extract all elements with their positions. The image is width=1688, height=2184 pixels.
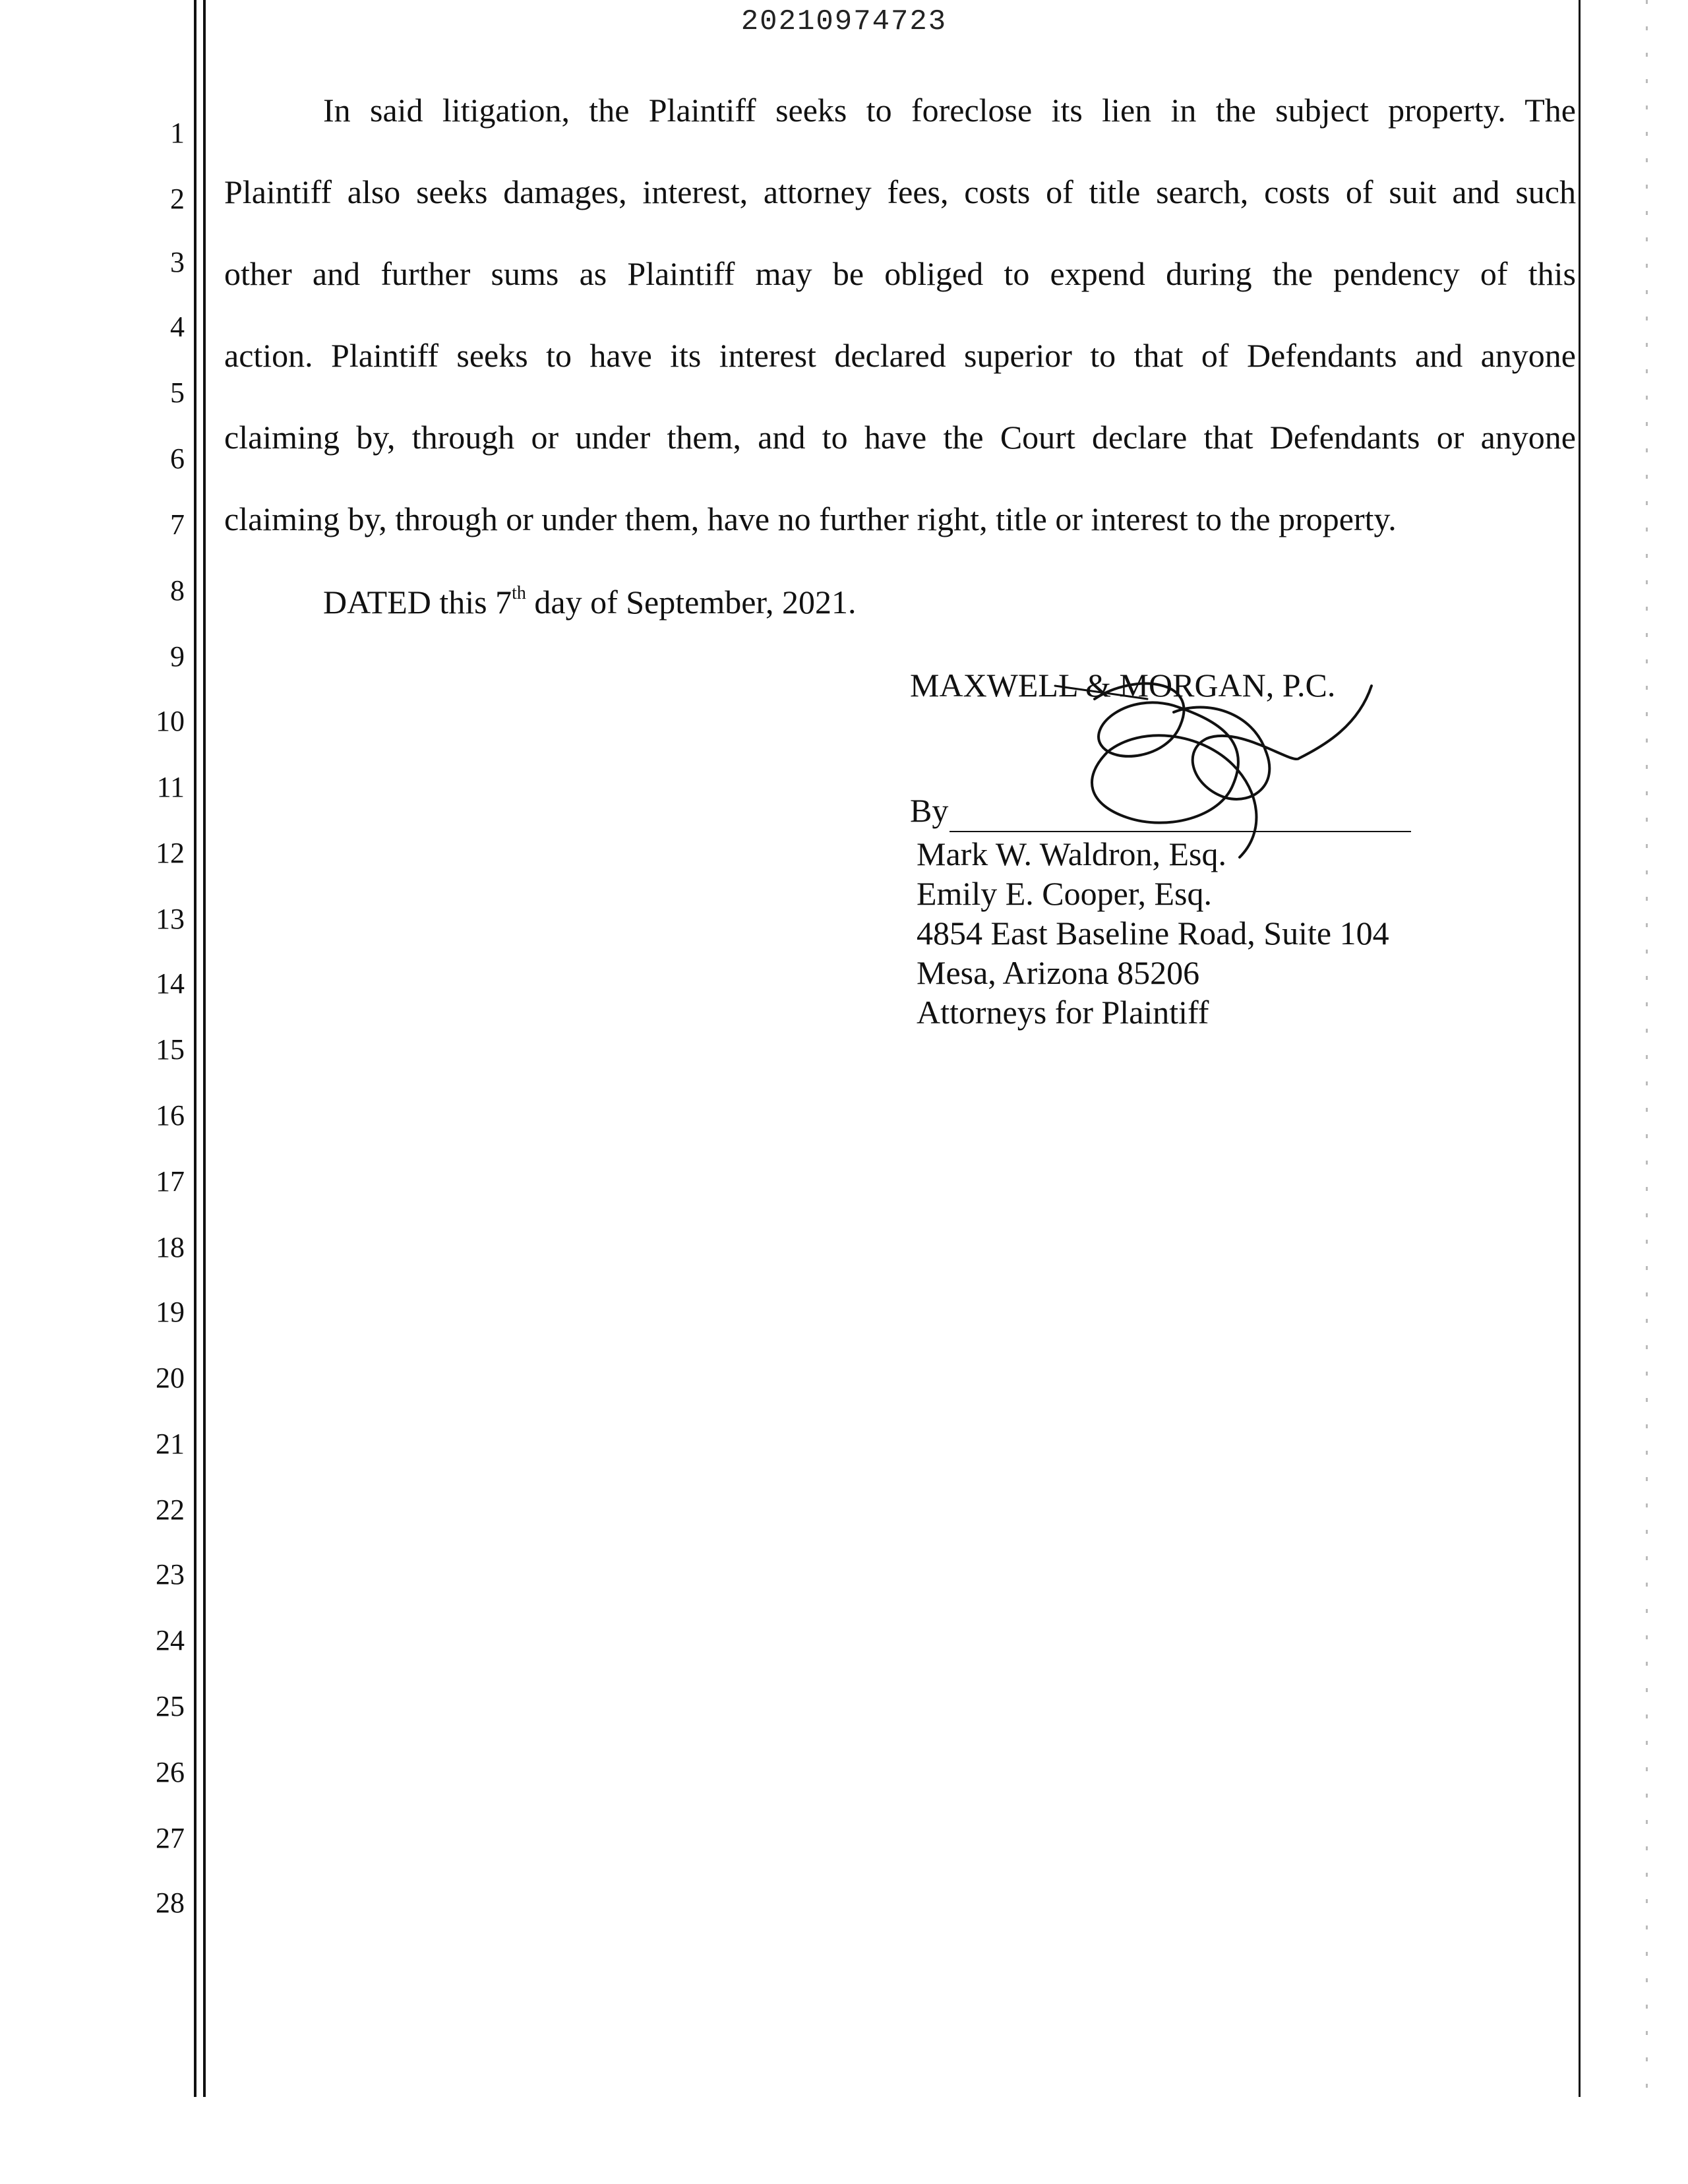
line-number: 1 (170, 117, 185, 149)
right-margin-rule (1579, 0, 1581, 2097)
dated-line (323, 583, 857, 621)
line-number: 9 (170, 640, 185, 673)
body-line: claiming by, through or under them, have no further right, title or interest to the property. (224, 501, 1397, 537)
attorney-role: Attorneys for Plaintiff (917, 994, 1209, 1031)
by-label: By (910, 792, 949, 829)
scan-edge-marks (1646, 0, 1648, 2097)
body-line: Plaintiff also seeks damages, interest, attorney fees, costs of title search, costs of suit and such (224, 173, 1576, 210)
dated-prefix: DATED this 7 (323, 584, 512, 621)
line-number: 26 (156, 1756, 185, 1788)
address-street: 4854 East Baseline Road, Suite 104 (917, 915, 1389, 952)
line-number: 13 (156, 903, 185, 935)
line-number: 25 (156, 1690, 185, 1722)
line-number: 4 (170, 311, 185, 343)
body-line: action. Plaintiff seeks to have its interest declared superior to that of Defendants and anyone (224, 337, 1576, 374)
line-number: 8 (170, 574, 185, 607)
line-number: 3 (170, 246, 185, 278)
line-number: 24 (156, 1624, 185, 1656)
body-line: other and further sums as Plaintiff may be obliged to expend during the pendency of this (224, 255, 1576, 292)
line-number: 15 (156, 1033, 185, 1066)
line-number: 21 (156, 1428, 185, 1460)
line-number: 11 (156, 771, 185, 803)
dated-superscript: th (512, 583, 526, 603)
firm-name: MAXWELL & MORGAN, P.C. (910, 667, 1336, 704)
line-number: 27 (156, 1822, 185, 1854)
line-number: 23 (156, 1558, 185, 1591)
attorney-name: Mark W. Waldron, Esq. (917, 835, 1227, 872)
line-number: 22 (156, 1494, 185, 1526)
dated-suffix: day of September, 2021. (526, 584, 857, 621)
attorney-name: Emily E. Cooper, Esq. (917, 875, 1212, 912)
line-number: 5 (170, 377, 185, 409)
handwritten-signature (1015, 673, 1385, 870)
line-number: 19 (156, 1296, 185, 1328)
line-number: 12 (156, 837, 185, 869)
line-number: 6 (170, 442, 185, 475)
line-number: 17 (156, 1165, 185, 1198)
left-margin-rule-outer (194, 0, 196, 2097)
line-number: 10 (156, 705, 185, 737)
line-number: 7 (170, 508, 185, 541)
line-number: 2 (170, 183, 185, 215)
line-number: 16 (156, 1099, 185, 1132)
line-number: 18 (156, 1231, 185, 1263)
line-number: 28 (156, 1887, 185, 1919)
left-margin-rule-inner (203, 0, 206, 2097)
body-line: In said litigation, the Plaintiff seeks to foreclose its lien in the subject property. The (323, 92, 1576, 129)
address-city: Mesa, Arizona 85206 (917, 954, 1200, 991)
line-number: 20 (156, 1362, 185, 1394)
line-number: 14 (156, 967, 185, 1000)
document-number: 20210974723 (740, 5, 948, 38)
body-line: claiming by, through or under them, and to have the Court declare that Defendants or anyone (224, 419, 1576, 456)
